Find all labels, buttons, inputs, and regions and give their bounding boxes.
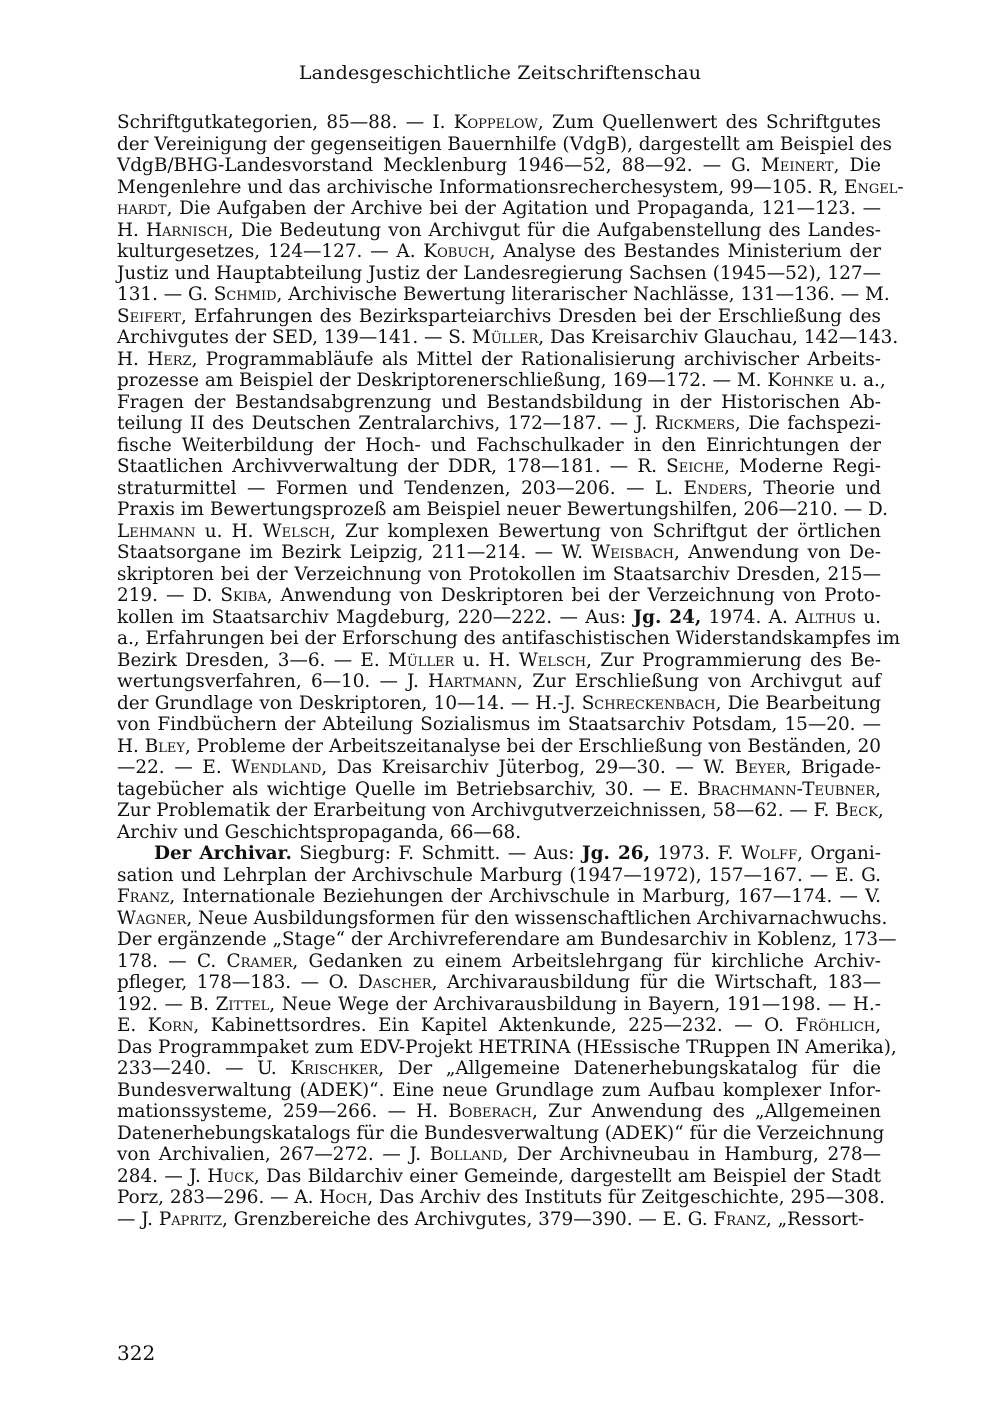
text-segment: , Anwendung von Deskriptoren bei der Verzeichnung von Proto- bbox=[266, 585, 882, 606]
author-name: Schreckenbach bbox=[581, 692, 716, 714]
text-segment: u. a., bbox=[833, 370, 886, 391]
text-segment: a., Erfahrungen bei der Erforschung des antifaschistischen Widerstandskampfes im bbox=[117, 628, 901, 649]
text-line bbox=[117, 994, 881, 1016]
author-name: Schmid bbox=[213, 284, 277, 305]
text-line bbox=[117, 1144, 881, 1166]
author-name: Krischker bbox=[290, 1058, 379, 1079]
text-segment: von Findbüchern der Abteilung Sozialismus im Staatsarchiv Potsdam, 15—20. — bbox=[117, 714, 881, 735]
text-segment: kollen im Staatsarchiv Magdeburg, 220—222. — Aus: bbox=[117, 606, 634, 628]
text-line bbox=[117, 198, 881, 220]
text-line bbox=[117, 263, 881, 285]
text-line bbox=[117, 133, 892, 156]
text-segment: , bbox=[875, 778, 881, 800]
text-line bbox=[117, 327, 899, 349]
author-name: Beyer bbox=[734, 757, 786, 778]
text-segment: Staatsorgane im Bezirk Leipzig, 211—214. — W. bbox=[117, 542, 592, 563]
text-segment: , Moderne Regi- bbox=[724, 456, 882, 477]
text-line bbox=[117, 972, 881, 994]
page-number: 322 bbox=[117, 1341, 156, 1365]
text-line bbox=[117, 671, 881, 693]
text-segment: —22. — E. bbox=[117, 757, 232, 778]
text-segment: , Das Bildarchiv einer Gemeinde, dargestellt am Beispiel der Stadt bbox=[253, 1165, 882, 1187]
text-segment: , Erfahrungen des Bezirksparteiarchivs Dresden bei der Erschließung des bbox=[180, 305, 881, 327]
text-segment: , Die Bearbeitung bbox=[715, 692, 882, 714]
author-name: Franz bbox=[713, 1208, 766, 1230]
text-segment: skriptoren bei der Verzeichnung von Protokollen im Staatsarchiv Dresden, 215— bbox=[117, 563, 881, 585]
author-name: Seifert bbox=[117, 305, 181, 327]
running-header: Landesgeschichtliche Zeitschriftenschau bbox=[298, 62, 702, 84]
text-segment: , Zur Programmierung des Be- bbox=[586, 649, 881, 671]
author-name: Fröhlich bbox=[795, 1015, 876, 1036]
text-segment: , Theorie und bbox=[747, 477, 881, 499]
text-segment: , Der „Allgemeine Datenerhebungskatalog für die bbox=[378, 1058, 881, 1079]
text-segment: Fragen der Bestandsabgrenzung und Bestandsbildung in der Historischen Ab- bbox=[117, 391, 881, 413]
text-segment: von Archivalien, 267—272. — J. bbox=[117, 1144, 430, 1165]
text-line bbox=[117, 757, 881, 779]
author-name: Müller bbox=[471, 327, 539, 348]
text-line bbox=[117, 564, 881, 586]
text-segment: der Vereinigung der gegenseitigen Bauernhilfe (VdgB), dargestellt am Beispiel des bbox=[117, 133, 892, 155]
text-segment: , Analyse des Bestandes Ministerium der bbox=[489, 241, 881, 262]
text-line bbox=[117, 176, 904, 199]
text-segment: tagebücher als wichtige Quelle im Betriebsarchiv, 30. — E. bbox=[117, 778, 698, 800]
author-name: Kohnke bbox=[767, 370, 834, 391]
author-name: Harnisch bbox=[145, 219, 228, 241]
text-line bbox=[117, 284, 890, 306]
text-line bbox=[117, 714, 881, 736]
author-name: Müller bbox=[388, 649, 455, 671]
text-line bbox=[117, 779, 881, 801]
text-line bbox=[117, 1080, 881, 1102]
bold-label: Jg. 24, bbox=[633, 606, 702, 628]
author-name: Bley bbox=[144, 735, 185, 757]
author-name: Althus bbox=[795, 606, 856, 628]
text-segment: , Die fachspezi- bbox=[734, 413, 882, 434]
text-line bbox=[117, 1058, 881, 1080]
text-segment: , Der Archivneubau in Hamburg, 278— bbox=[502, 1144, 881, 1165]
text-segment: Das Programmpaket zum EDV-Projekt HETRINA (HEssische TRuppen IN Amerika), bbox=[117, 1036, 897, 1058]
text-segment: Staatlichen Archivverwaltung der DDR, 178—181. — R. bbox=[117, 456, 667, 477]
text-segment: Archivgutes der SED, 139—141. — S. bbox=[117, 327, 472, 348]
text-segment: Bezirk Dresden, 3—6. — E. bbox=[117, 649, 388, 671]
author-name: Wagner bbox=[117, 907, 187, 929]
text-segment: sation und Lehrplan der Archivschule Marburg (1947—1972), 157—167. — E. G. bbox=[117, 864, 881, 886]
text-segment: 178. — C. bbox=[117, 950, 227, 972]
text-line bbox=[117, 865, 881, 887]
author-name: Hartmann bbox=[428, 671, 518, 692]
text-line bbox=[117, 800, 884, 822]
text-line bbox=[117, 607, 881, 629]
author-name: Meinert bbox=[761, 155, 834, 176]
text-line bbox=[117, 542, 881, 564]
text-line bbox=[117, 693, 881, 715]
text-segment: , Das Kreisarchiv Jüterbog, 29—30. — W. bbox=[321, 757, 735, 778]
author-name: Brachmann-Teubner bbox=[697, 778, 876, 800]
text-segment: Justiz und Hauptabteilung Justiz der Landesregierung Sachsen (1945—52), 127— bbox=[117, 262, 881, 284]
text-segment: 1974. A. bbox=[701, 606, 796, 628]
author-name: Papritz bbox=[158, 1208, 223, 1230]
author-name: Lehmann bbox=[117, 520, 196, 542]
text-line bbox=[117, 628, 901, 650]
text-line bbox=[117, 499, 888, 521]
author-name: Beck bbox=[835, 800, 878, 821]
text-line bbox=[117, 521, 881, 543]
text-segment: u. bbox=[855, 606, 881, 628]
text-segment: , bbox=[875, 1015, 881, 1036]
text-segment: Porz, 283—296. — A. bbox=[117, 1187, 320, 1208]
text-line bbox=[117, 1209, 881, 1231]
text-segment: Zur Problematik der Erarbeitung von Archivgutverzeichnissen, 58—62. — F. bbox=[117, 800, 836, 821]
text-segment: — J. bbox=[117, 1208, 159, 1230]
text-segment: , Neue Wege der Archivarausbildung in Bayern, 191—198. — H.- bbox=[269, 993, 881, 1015]
text-segment: Bundesverwaltung (ADEK)“. Eine neue Grundlage zum Aufbau komplexer Infor- bbox=[117, 1079, 881, 1101]
text-line bbox=[117, 1036, 897, 1059]
text-segment: , Das Kreisarchiv Glauchau, 142—143. bbox=[538, 327, 899, 348]
text-line bbox=[117, 886, 881, 908]
text-segment: , „Ressort- bbox=[765, 1208, 865, 1230]
text-segment: prozesse am Beispiel der Deskriptorenerschließung, 169—172. — M. bbox=[117, 370, 768, 391]
text-line bbox=[117, 1187, 885, 1209]
text-segment: , Zum Quellenwert des Schriftgutes bbox=[537, 112, 881, 133]
text-segment: , Archivarausbildung für die Wirtschaft, 183— bbox=[431, 972, 881, 993]
text-line bbox=[117, 220, 881, 242]
author-name: Franz bbox=[117, 886, 170, 907]
author-name: Dascher bbox=[357, 972, 432, 993]
author-name: Hoch bbox=[319, 1187, 368, 1208]
text-segment: , bbox=[877, 800, 884, 821]
text-segment: Mengenlehre und das archivische Informationsrecherchesystem, 99—105. R, bbox=[117, 176, 845, 198]
text-line bbox=[117, 951, 881, 973]
author-name: hardt bbox=[117, 198, 167, 219]
text-segment: 233—240. — U. bbox=[117, 1058, 291, 1079]
text-line bbox=[117, 349, 881, 371]
text-segment: H. bbox=[117, 219, 146, 241]
text-segment: VdgB/BHG-Landesvorstand Mecklenburg 1946—52, 88—92. — G. bbox=[117, 155, 762, 176]
text-segment: der Grundlage von Deskriptoren, 10—14. — H.-J. bbox=[117, 692, 582, 714]
author-name: Welsch bbox=[518, 649, 587, 671]
text-line bbox=[117, 1101, 881, 1123]
text-line bbox=[117, 435, 881, 457]
author-name: Wolff bbox=[740, 843, 798, 864]
text-segment: kulturgesetzes, 124—127. — A. bbox=[117, 241, 424, 262]
bold-label: Der Archivar. bbox=[154, 843, 292, 864]
text-segment: 192. — B. bbox=[117, 993, 216, 1015]
text-line bbox=[117, 392, 881, 414]
text-line bbox=[117, 1166, 881, 1188]
text-segment: , Die bbox=[833, 155, 882, 176]
author-name: Herz bbox=[147, 348, 192, 370]
text-line bbox=[117, 241, 881, 263]
text-line bbox=[117, 585, 881, 607]
text-segment: fische Weiterbildung der Hoch- und Fachschulkader in den Einrichtungen der bbox=[117, 434, 881, 456]
text-segment: u. H. bbox=[454, 649, 519, 671]
text-segment: , Programmabläufe als Mittel der Rationalisierung archivischer Arbeits- bbox=[191, 348, 881, 370]
text-segment: wertungsverfahren, 6—10. — J. bbox=[117, 671, 429, 692]
text-line bbox=[117, 929, 897, 951]
text-line bbox=[117, 822, 881, 844]
text-line bbox=[117, 843, 881, 865]
author-name: Rickmers bbox=[654, 413, 735, 434]
author-name: Enders bbox=[683, 477, 747, 499]
text-segment: Datenerhebungskatalogs für die Bundesverwaltung (ADEK)“ für die Verzeichnung bbox=[117, 1122, 885, 1144]
author-name: Korn bbox=[147, 1015, 194, 1036]
text-segment: Schriftgutkategorien, 85—88. — I. bbox=[117, 112, 454, 133]
text-segment: mationssysteme, 259—266. — H. bbox=[117, 1101, 449, 1122]
text-line bbox=[117, 306, 881, 328]
text-segment: E. bbox=[117, 1015, 148, 1036]
text-segment: , Die Aufgaben der Archive bei der Agitation und Propaganda, 121—123. — bbox=[166, 198, 881, 219]
author-name: Zittel bbox=[215, 993, 270, 1015]
author-name: Bolland bbox=[429, 1144, 503, 1165]
text-line bbox=[117, 112, 881, 134]
text-line bbox=[117, 736, 881, 758]
text-segment: H. bbox=[117, 348, 148, 370]
text-segment: , Brigade- bbox=[785, 757, 881, 778]
text-segment: , Probleme der Arbeitszeitanalyse bei der Erschließung von Beständen, 20 bbox=[184, 735, 881, 757]
text-line bbox=[117, 907, 888, 930]
text-segment: , Organi- bbox=[797, 843, 881, 864]
text-line bbox=[117, 456, 881, 478]
text-segment: pfleger, 178—183. — O. bbox=[117, 972, 358, 993]
text-segment: , Zur Anwendung des „Allgemeinen bbox=[531, 1101, 881, 1122]
text-line bbox=[117, 478, 881, 500]
text-segment: u. H. bbox=[195, 520, 263, 542]
author-name: Skiba bbox=[220, 585, 267, 606]
text-segment: , Kabinettsordres. Ein Kapitel Aktenkunde, 225—232. — O. bbox=[193, 1015, 796, 1036]
text-segment: , Neue Ausbildungsformen für den wissenschaftlichen Archivarnachwuchs. bbox=[186, 907, 888, 929]
text-segment: Praxis im Bewertungsprozeß am Beispiel neuer Bewertungshilfen, 206—210. — D. bbox=[117, 499, 888, 520]
author-name: Cramer bbox=[226, 950, 293, 972]
text-segment: , Anwendung von De- bbox=[674, 542, 881, 563]
text-segment: , Gedanken zu einem Arbeitslehrgang für kirchliche Archiv- bbox=[292, 950, 881, 972]
text-line bbox=[117, 1015, 881, 1037]
text-segment: , Die Bedeutung von Archivgut für die Aufgabenstellung des Landes- bbox=[227, 219, 882, 241]
author-name: Engel- bbox=[844, 176, 904, 198]
text-segment: , Zur komplexen Bewertung von Schriftgut der örtlichen bbox=[329, 520, 881, 542]
text-segment: Siegburg: F. Schmitt. — Aus: bbox=[291, 843, 582, 864]
text-line bbox=[117, 370, 886, 392]
text-segment: straturmittel — Formen und Tendenzen, 203—206. — L. bbox=[117, 477, 684, 499]
text-segment: 131. — G. bbox=[117, 284, 214, 305]
text-line bbox=[117, 413, 881, 435]
author-name: Kobuch bbox=[423, 241, 490, 262]
bold-label: Jg. 26, bbox=[581, 843, 650, 864]
text-segment: , Grenzbereiche des Archivgutes, 379—390. — E. G. bbox=[222, 1208, 714, 1230]
author-name: Wendland bbox=[231, 757, 322, 778]
author-name: Seiche bbox=[666, 456, 725, 477]
text-line bbox=[117, 650, 881, 672]
author-name: Welsch bbox=[262, 520, 330, 542]
author-name: Huck bbox=[207, 1165, 254, 1187]
bibliography-text bbox=[117, 112, 904, 1230]
text-segment: 219. — D. bbox=[117, 585, 221, 606]
text-segment: , Das Archiv des Instituts für Zeitgeschichte, 295—308. bbox=[367, 1187, 885, 1208]
text-line bbox=[117, 155, 881, 177]
text-segment: Der ergänzende „Stage“ der Archivreferendare am Bundesarchiv in Koblenz, 173— bbox=[117, 929, 897, 950]
text-line bbox=[117, 1122, 885, 1145]
text-segment: H. bbox=[117, 735, 145, 757]
text-segment: , Zur Erschließung von Archivgut auf bbox=[517, 671, 881, 692]
text-segment: 1973. F. bbox=[649, 843, 741, 864]
text-segment: teilung II des Deutschen Zentralarchivs, 172—187. — J. bbox=[117, 413, 655, 434]
author-name: Weisbach bbox=[591, 542, 674, 563]
text-segment: 284. — J. bbox=[117, 1165, 208, 1187]
text-segment: , Archivische Bewertung literarischer Nachlässe, 131—136. — M. bbox=[276, 284, 890, 305]
text-segment: Archiv und Geschichtspropaganda, 66—68. bbox=[117, 821, 522, 843]
text-segment: , Internationale Beziehungen der Archivschule in Marburg, 167—174. — V. bbox=[169, 886, 881, 907]
author-name: Boberach bbox=[448, 1101, 532, 1122]
author-name: Koppelow bbox=[453, 112, 538, 133]
